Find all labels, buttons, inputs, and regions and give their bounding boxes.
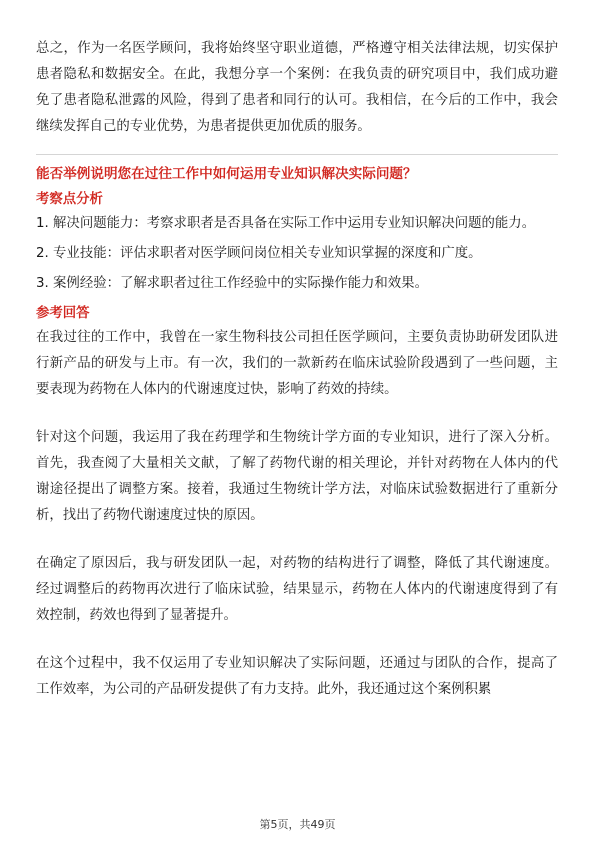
analysis-item: 3. 案例经验：了解求职者过往工作经验中的实际操作能力和效果。 (36, 276, 428, 291)
answer-paragraph: 在确定了原因后，我与研发团队一起，对药物的结构进行了调整，降低了其代谢速度。经过调整后的药物再次进行了临床试验，结果显示，药物在人体内的代谢速度得到了有效控制，药效也得到了显著提升。 (36, 556, 558, 623)
analysis-item: 1. 解决问题能力：考察求职者是否具备在实际工作中运用专业知识解决问题的能力。 (36, 216, 536, 231)
answer-title: 参考回答 (36, 306, 90, 321)
analysis-item: 2. 专业技能：评估求职者对医学顾问岗位相关专业知识掌握的深度和广度。 (36, 246, 482, 261)
section-divider (36, 154, 558, 155)
document-page (36, 36, 558, 703)
answer-paragraph: 在我过往的工作中，我曾在一家生物科技公司担任医学顾问，主要负责协助研发团队进行新产品的研发与上市。有一次，我们的一款新药在临床试验阶段遇到了一些问题，主要表现为药物在人体内的代谢速度过快，影响了药效的持续。 (36, 330, 558, 397)
answer-paragraph: 针对这个问题，我运用了我在药理学和生物统计学方面的专业知识，进行了深入分析。首先，我查阅了大量相关文献，了解了药物代谢的相关理论，并针对药物在人体内的代谢途径提出了调整方案。接着，我通过生物统计学方法，对临床试验数据进行了重新分析，找出了药物代谢速度过快的原因。 (36, 430, 558, 523)
answer-paragraph: 在这个过程中，我不仅运用了专业知识解决了实际问题，还通过与团队的合作，提高了工作效率，为公司的产品研发提供了有力支持。此外，我还通过这个案例积累 (36, 656, 558, 697)
page-footer: 第5页，共49页 (259, 818, 336, 831)
intro-paragraph: 总之，作为一名医学顾问，我将始终坚守职业道德，严格遵守相关法律法规，切实保护患者隐私和数据安全。在此，我想分享一个案例：在我负责的研究项目中，我们成功避免了患者隐私泄露的风险，得到了患者和同行的认可。我相信，在今后的工作中，我会继续发挥自己的专业优势，为患者提供更加优质的服务。 (36, 41, 558, 134)
question-heading: 能否举例说明您在过往工作中如何运用专业知识解决实际问题？ (36, 166, 417, 182)
analysis-title: 考察点分析 (36, 192, 103, 207)
